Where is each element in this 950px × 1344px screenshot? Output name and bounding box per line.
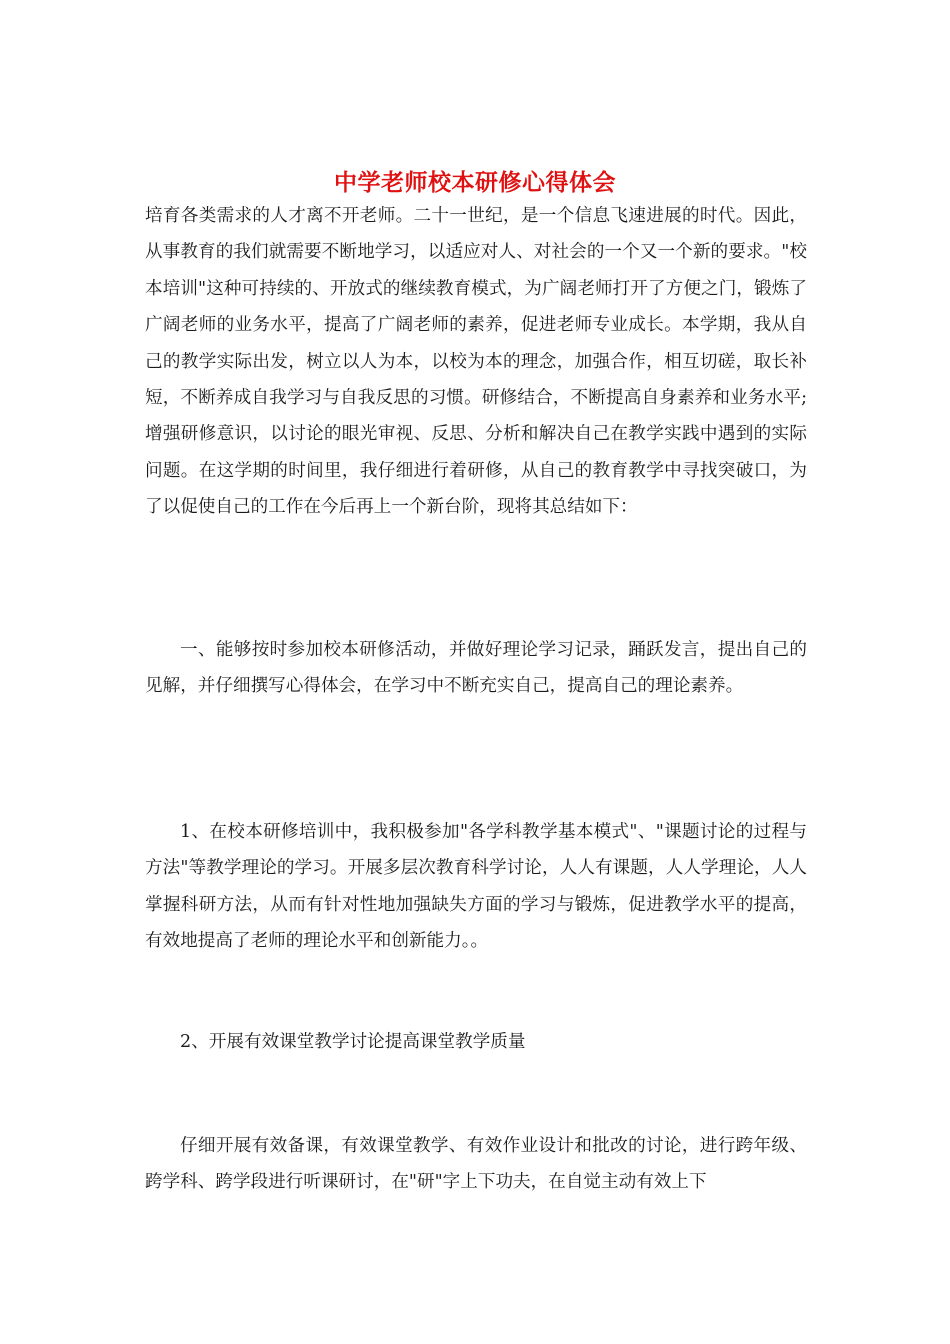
paragraph-intro: 培育各类需求的人才离不开老师。二十一世纪，是一个信息飞速进展的时代。因此，从事教育的我们就需要不断地学习，以适应对人、对社会的一个又一个新的要求。"校本培训"这种可持续的、开放式的继续教育模式，为广阔老师打开了方便之门，锻炼了广阔老师的业务水平，提高了广阔老师的素养，促进老师专业成长。本学期，我从自己的教学实际出发，树立以人为本，以校为本的理念，加强合作，相互切磋，取长补短，不断养成自我学习与自我反思的习惯。研修结合，不断提高自身素养和业务水平;增强研修意识，以讨论的眼光审视、反思、分析和解决自己在教学实践中遇到的实际问题。在这学期的时间里，我仔细进行着研修，从自己的教育教学中寻找突破口，为了以促使自己的工作在今后再上一个新台阶，现将其总结如下：	[145, 206, 807, 518]
paragraph-item-two-body: 仔细开展有效备课，有效课堂教学、有效作业设计和批改的讨论，进行跨年级、跨学科、跨学段进行听课研讨，在"研"字上下功夫，在自觉主动有效上下	[145, 1136, 807, 1193]
document-title: 中学老师校本研修心得体会	[334, 169, 616, 197]
paragraph-item-one: 1、在校本研修培训中，我积极参加"各学科教学基本模式"、"课题讨论的过程与方法"等教学理论的学习。开展多层次教育科学讨论，人人有课题，人人学理论，人人掌握科研方法，从而有针对性地加强缺失方面的学习与锻炼，促进教学水平的提高，有效地提高了老师的理论水平和创新能力。。	[145, 822, 807, 952]
paragraph-item-two-heading: 2、开展有效课堂教学讨论提高课堂教学质量	[180, 1032, 526, 1052]
paragraph-section-one: 一、能够按时参加校本研修活动，并做好理论学习记录，踊跃发言，提出自己的见解，并仔细撰写心得体会，在学习中不断充实自己，提高自己的理论素养。	[145, 640, 807, 697]
